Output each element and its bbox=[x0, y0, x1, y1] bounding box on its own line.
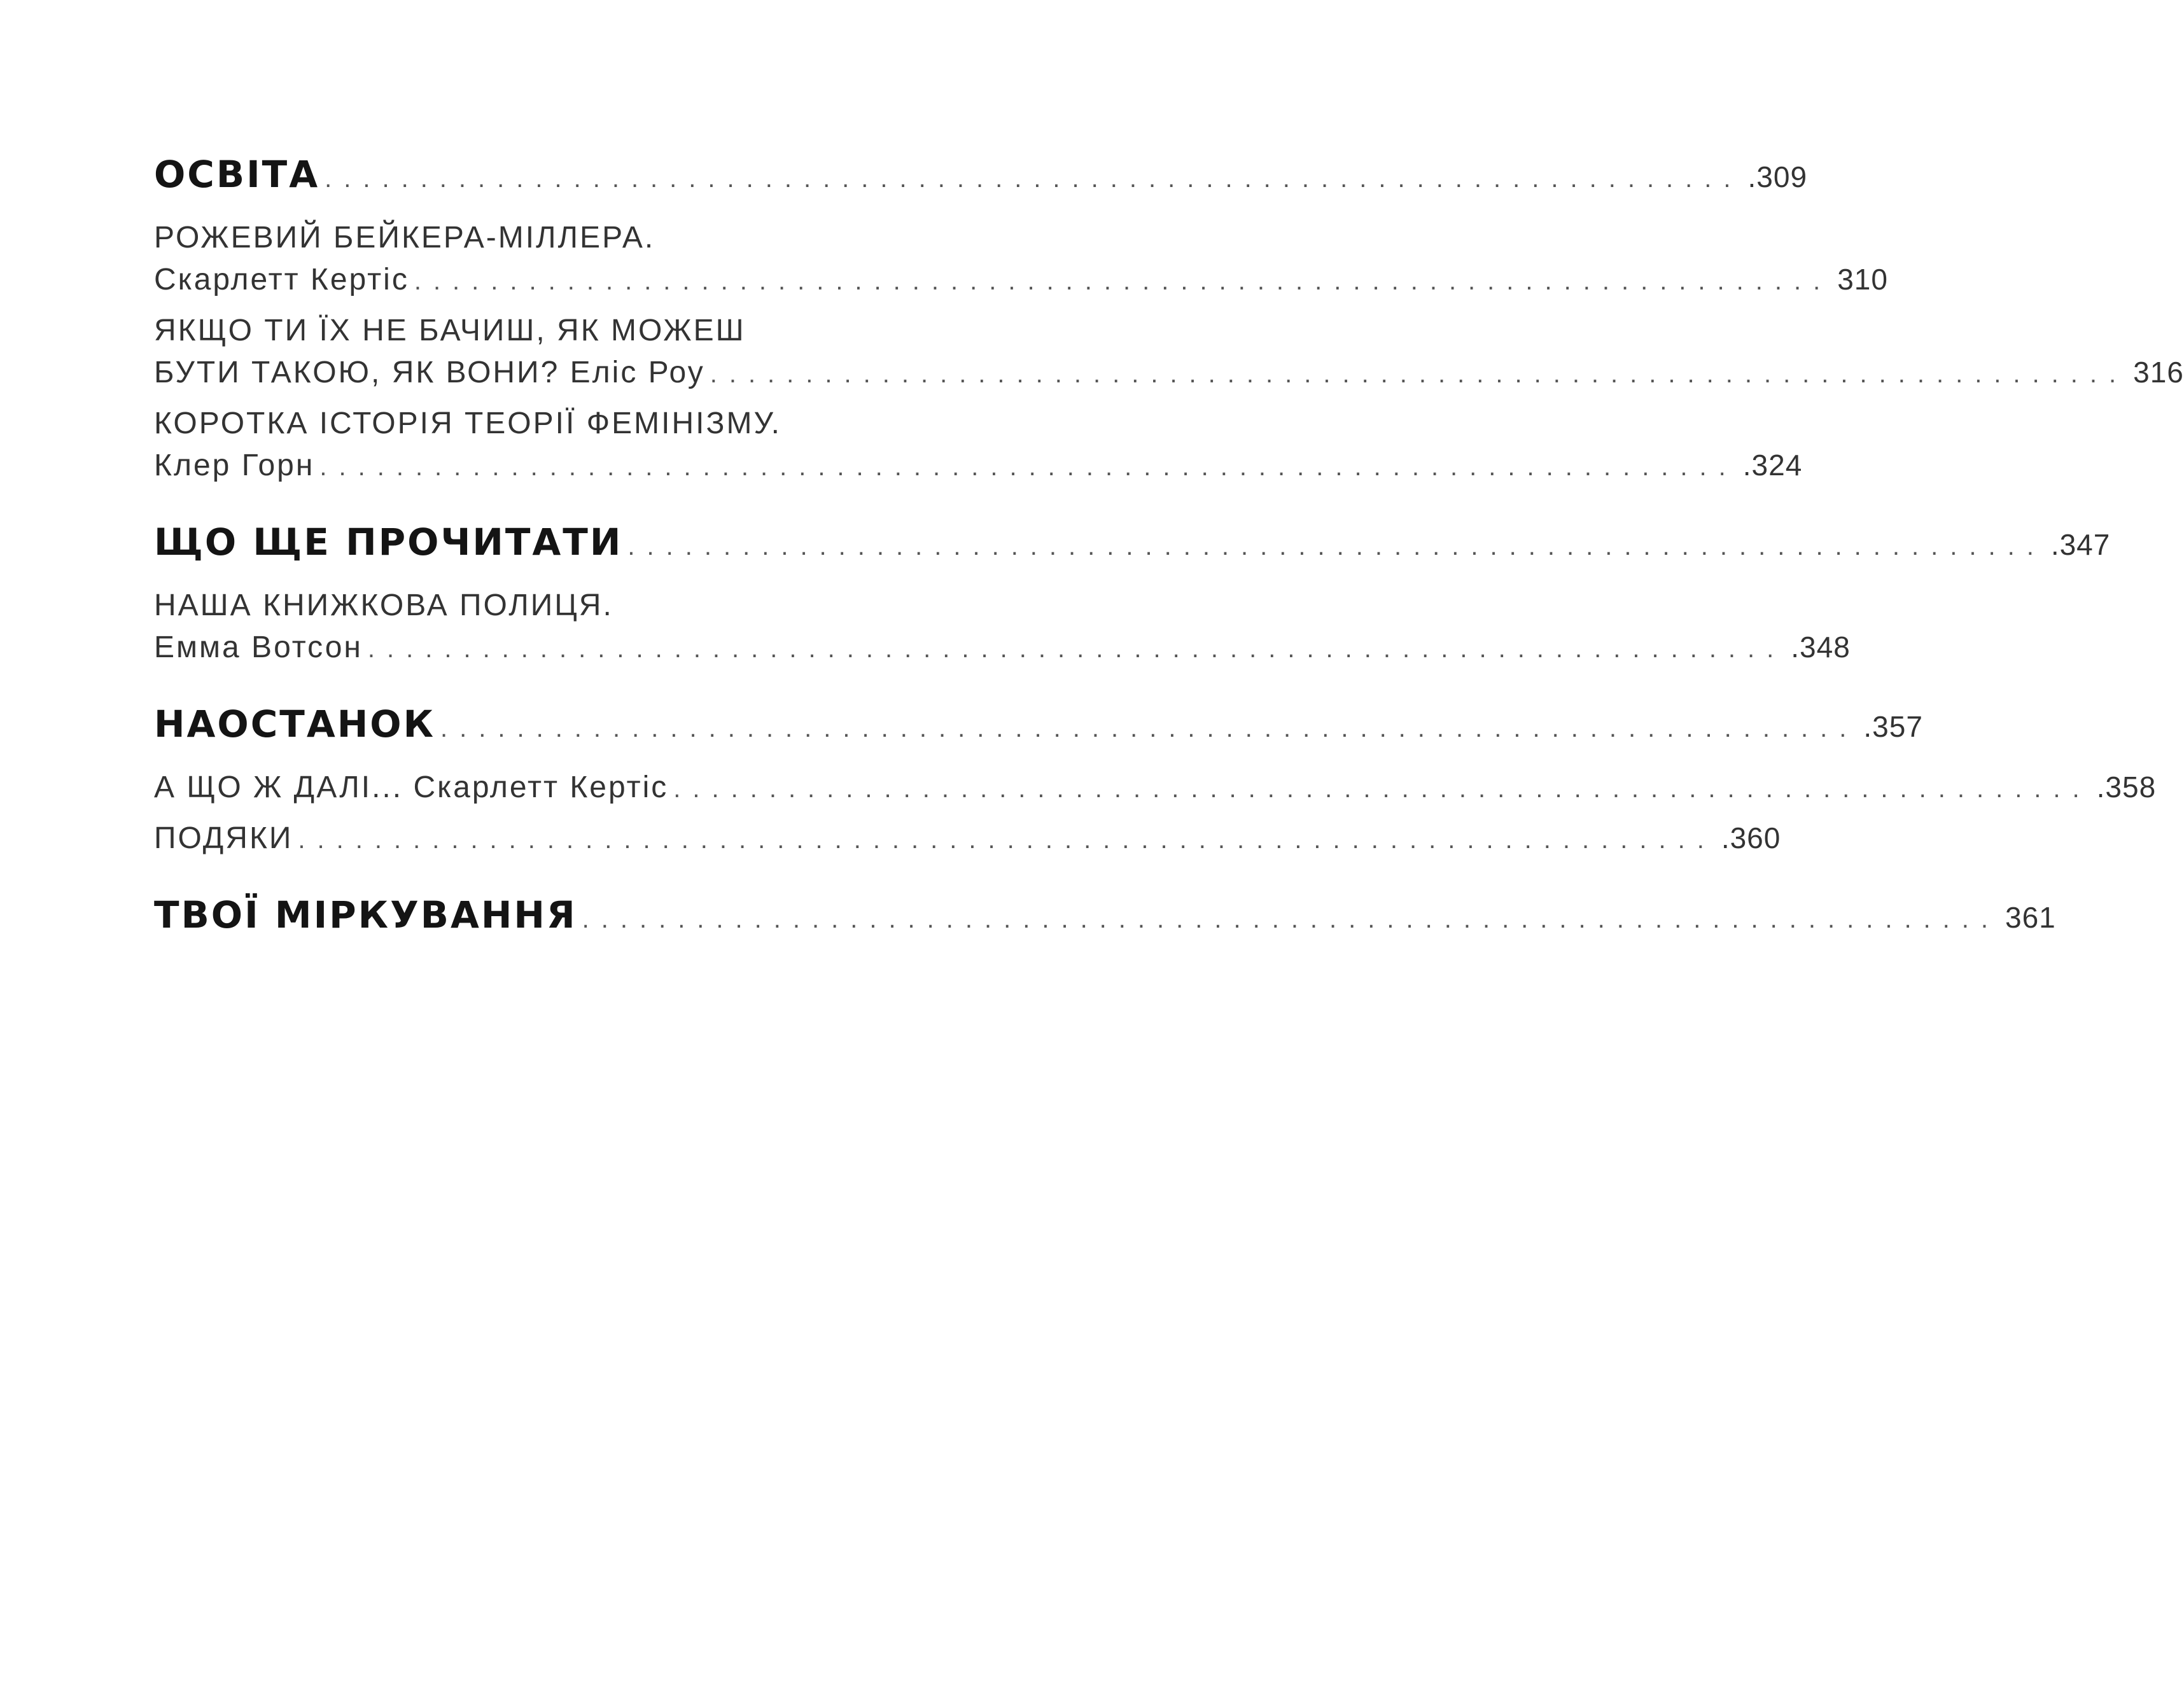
dot-leader: .......................................................................... bbox=[710, 360, 2129, 388]
entry-author: Клер Горн bbox=[154, 449, 315, 482]
table-of-contents bbox=[154, 153, 2184, 982]
entry-title: ПОДЯКИ bbox=[154, 821, 293, 855]
dot-leader: .......................................................................... bbox=[319, 453, 1738, 481]
toc-line bbox=[154, 448, 1803, 490]
toc-line bbox=[154, 355, 2184, 397]
dot-leader: .......................................................................... bbox=[325, 165, 1743, 193]
page-number: .324 bbox=[1742, 449, 1803, 482]
page-number: 361 bbox=[2005, 901, 2056, 934]
section-heading bbox=[154, 153, 1808, 211]
page-number: .347 bbox=[2050, 528, 2111, 561]
dot-leader: .......................................................................... bbox=[673, 775, 2092, 803]
toc-section bbox=[154, 153, 2184, 490]
entry-author: БУТИ ТАКОЮ, ЯК ВОНИ? Еліс Роу bbox=[154, 356, 705, 389]
toc-entry bbox=[154, 220, 1888, 304]
toc-entry bbox=[154, 313, 2184, 397]
section-title: НАОСТАНОК bbox=[154, 702, 436, 746]
toc-section bbox=[154, 702, 2157, 863]
dot-leader: .......................................................................... bbox=[367, 635, 1786, 663]
toc-entry bbox=[154, 588, 1851, 672]
entry-author: Емма Вотсон bbox=[154, 631, 363, 664]
toc-line bbox=[154, 770, 2157, 812]
toc-entry bbox=[154, 821, 1781, 863]
toc-line bbox=[154, 893, 2056, 952]
entry-title: НАША КНИЖКОВА ПОЛИЦЯ. bbox=[154, 589, 613, 622]
toc-line bbox=[154, 821, 1781, 863]
entry-title: РОЖЕВИЙ БЕЙКЕРА-МІЛЛЕРА. bbox=[154, 221, 655, 254]
dot-leader: .......................................................................... bbox=[627, 533, 2046, 561]
section-heading bbox=[154, 893, 2056, 952]
toc-entry bbox=[154, 770, 2157, 812]
page-number: .348 bbox=[1791, 631, 1851, 664]
dot-leader: .......................................................................... bbox=[414, 267, 1833, 295]
toc-line bbox=[154, 262, 1888, 304]
dot-leader: .......................................................................... bbox=[582, 905, 2001, 933]
toc-section bbox=[154, 893, 2056, 952]
section-title: ОСВІТА bbox=[154, 153, 320, 196]
entry-title: КОРОТКА ІСТОРІЯ ТЕОРІЇ ФЕМІНІЗМУ. bbox=[154, 407, 781, 440]
page-number: .309 bbox=[1747, 160, 1808, 193]
toc-line bbox=[154, 702, 1923, 761]
page-number: 316 bbox=[2133, 356, 2184, 389]
toc-line bbox=[154, 153, 1808, 211]
toc-line bbox=[154, 520, 2111, 579]
page-number: .357 bbox=[1863, 710, 1923, 743]
toc-entry bbox=[154, 406, 1803, 490]
section-title: ТВОЇ МІРКУВАННЯ bbox=[154, 893, 577, 937]
page-number: 310 bbox=[1837, 263, 1888, 296]
entry-title: А ЩО Ж ДАЛІ... Скарлетт Кертіс bbox=[154, 770, 669, 804]
dot-leader: .......................................................................... bbox=[298, 826, 1716, 854]
page-number: .358 bbox=[2096, 770, 2157, 804]
section-heading bbox=[154, 702, 1923, 761]
toc-line bbox=[154, 588, 1025, 630]
dot-leader: .......................................................................... bbox=[440, 714, 1859, 742]
toc-line bbox=[154, 630, 1851, 672]
section-heading bbox=[154, 520, 2111, 579]
entry-author: Скарлетт Кертіс bbox=[154, 263, 409, 296]
toc-line bbox=[154, 313, 1025, 355]
toc-line bbox=[154, 220, 1025, 262]
toc-section bbox=[154, 520, 2111, 672]
page-number: .360 bbox=[1721, 821, 1781, 854]
toc-line bbox=[154, 406, 1025, 448]
section-title: ЩО ЩЕ ПРОЧИТАТИ bbox=[154, 520, 623, 564]
entry-title: ЯКЩО ТИ ЇХ НЕ БАЧИШ, ЯК МОЖЕШ bbox=[154, 314, 746, 347]
